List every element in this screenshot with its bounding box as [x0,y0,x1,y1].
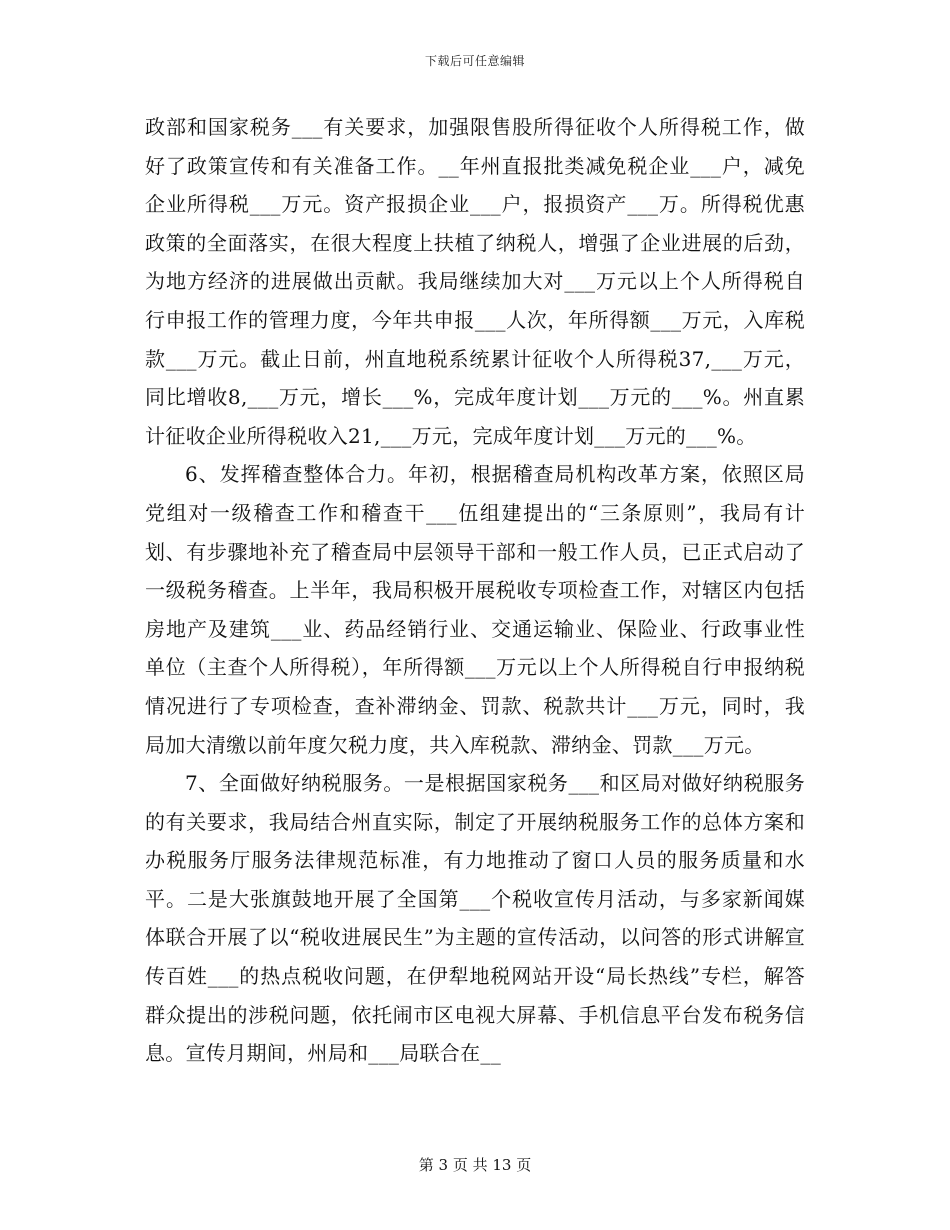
page-number: 第 3 页 共 13 页 [418,1156,532,1174]
paragraph-continuation: 政部和国家税务___有关要求，加强限售股所得征收个人所得税工作，做好了政策宣传和有关准备工作。__年州直报批类减免税企业___户，减免企业所得税___万元。资产报损企业___户，报损资产___万。所得税优惠政策的全面落实，在很大程度上扶植了纳税人，增强了企业进展的后劲，为地方经济的进展做出贡献。我局继续加大对___万元以上个人所得税自行申报工作的管理力度，今年共申报___人次，年所得额___万元，入库税款___万元。截止日前，州直地税系统累计征收个人所得税37,___万元，同比增收8,___万元，增长___%，完成年度计划___万元的___%。州直累计征收企业所得税收入21,___万元，完成年度计划___万元的___%。 [145,115,805,448]
paragraph-audit: 6、发挥稽查整体合力。年初，根据稽查局机构改革方案，依照区局党组对一级稽查工作和稽查干___伍组建提出的“三条原则”，我局有计划、有步骤地补充了稽查局中层领导干部和一般工作人员，已正式启动了一级税务稽查。上半年，我局积极开展税收专项检查工作，对辖区内包括房地产及建筑___业、药品经销行业、交通运输业、保险业、行政事业性单位（主查个人所得税），年所得额___万元以上个人所得税自行申报纳税情况进行了专项检查，查补滞纳金、罚款、税款共计___万元，同时，我局加大清缴以前年度欠税力度，共入库税款、滞纳金、罚款___万元。 [145,462,805,757]
document-body [145,108,805,1073]
paragraph-tax-service: 7、全面做好纳税服务。一是根据国家税务___和区局对做好纳税服务的有关要求，我局结合州直实际，制定了开展纳税服务工作的总体方案和办税服务厅服务法律规范标准，有力地推动了窗口人员的服务质量和水平。二是大张旗鼓地开展了全国第___个税收宣传月活动，与多家新闻媒体联合开展了以“税收进展民生”为主题的宣传活动，以问答的形式讲解宣传百姓___的热点税收问题，在伊犁地税网站开设“局长热线”专栏，解答群众提出的涉税问题，依托闹市区电视大屏幕、手机信息平台发布税务信息。宣传月期间，州局和___局联合在__ [145,771,805,1066]
page-header: 下载后可任意编辑 [424,54,525,68]
